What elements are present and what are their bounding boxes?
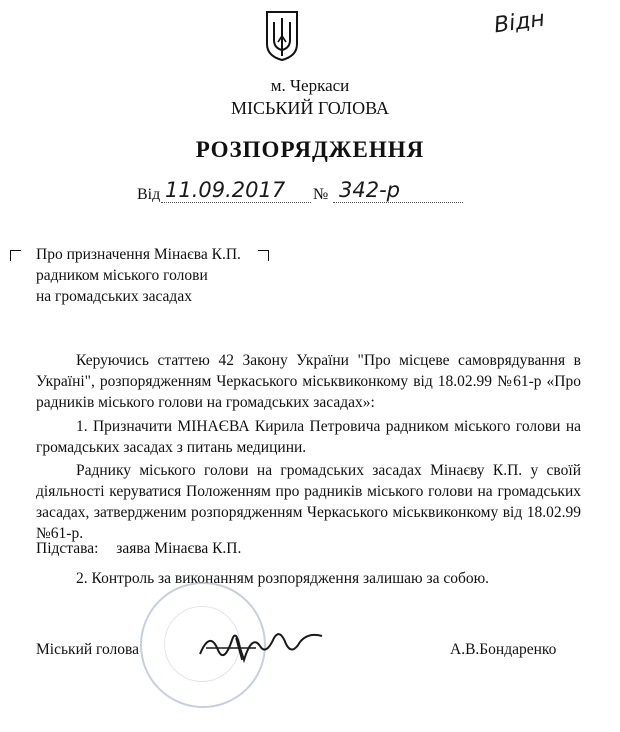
handwritten-signature bbox=[196, 620, 326, 670]
coat-of-arms-icon bbox=[265, 10, 299, 62]
item-1-continuation-paragraph: Раднику міського голови на громадських засадах Мінаєву К.П. у своїй діяльності керуватися Положенням про радників міського голови на громадських засадах, затвердженим розпорядженням Черкаського міськвиконкому від 18.02.99 №61-р. bbox=[36, 462, 581, 542]
office-title: МІСЬКИЙ ГОЛОВА bbox=[231, 98, 389, 118]
subject-line-1: Про призначення Мінаєва К.П. bbox=[36, 246, 241, 263]
subject-line-2: радником міського голови bbox=[36, 267, 208, 284]
number-underline bbox=[333, 202, 463, 203]
date-underline bbox=[161, 202, 311, 203]
number-handwritten: 342-р bbox=[339, 178, 400, 202]
subject-line-3: на громадських засадах bbox=[36, 288, 192, 305]
number-prefix: № bbox=[313, 186, 329, 203]
subject-bracket-left bbox=[10, 250, 21, 261]
document-type-title: РОЗПОРЯДЖЕННЯ bbox=[195, 137, 425, 162]
item-1-paragraph: 1. Призначити МІНАЄВА Кирила Петровича радником міського голови на громадських засадах з питань медицини. bbox=[36, 418, 581, 456]
basis-value: заява Мінаєва К.П. bbox=[116, 540, 242, 557]
item-2-paragraph: 2. Контроль за виконанням розпорядження залишаю за собою. bbox=[76, 570, 490, 587]
basis-label: Підстава: bbox=[36, 540, 99, 557]
date-handwritten: 11.09.2017 bbox=[165, 178, 286, 202]
signatory-name: А.В.Бондаренко bbox=[450, 641, 557, 658]
date-prefix: Від bbox=[137, 186, 161, 203]
subject-bracket-right bbox=[258, 250, 269, 261]
date-number-line bbox=[137, 180, 517, 208]
signature-title: Міський голова bbox=[36, 641, 140, 658]
corner-handwritten-note: Відн bbox=[492, 6, 547, 39]
basis-line bbox=[36, 538, 241, 559]
city-name: м. Черкаси bbox=[270, 76, 350, 95]
preamble-paragraph: Керуючись статтею 42 Закону України "Про місцеве самоврядування в Україні", розпорядженням Черкаського міськвиконкому від 18.02.99 №61-р «Про радників міського голови на громадських засадах»: bbox=[36, 352, 581, 411]
